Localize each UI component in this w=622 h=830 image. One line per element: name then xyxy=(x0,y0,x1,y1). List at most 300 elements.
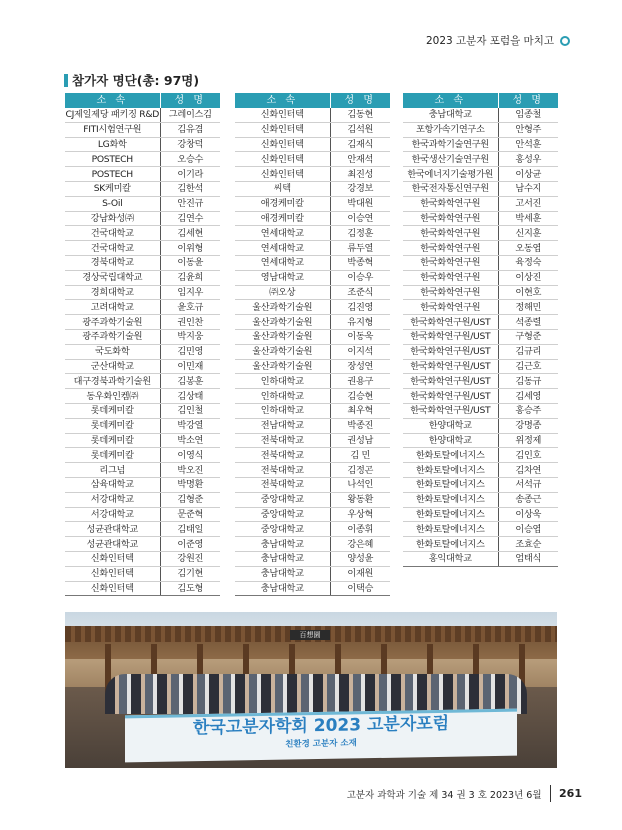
participant-name: 석종렬 xyxy=(498,315,558,330)
table-row xyxy=(235,374,390,389)
participant-name: 조효순 xyxy=(498,537,558,552)
participant-affiliation: 포항가속기연구소 xyxy=(403,122,498,137)
participant-name: 구형준 xyxy=(498,329,558,344)
participant-name: 김한석 xyxy=(160,181,220,196)
participant-affiliation: 신화인터텍 xyxy=(235,152,330,167)
table-row xyxy=(403,152,558,167)
participant-affiliation: 중앙대학교 xyxy=(235,522,330,537)
table-row xyxy=(235,108,390,122)
participant-name: 신지훈 xyxy=(498,226,558,241)
participant-name: 이기라 xyxy=(160,167,220,182)
table-row xyxy=(65,181,220,196)
participant-name: 양성윤 xyxy=(330,551,390,566)
participant-affiliation: FITI시험연구원 xyxy=(65,122,160,137)
table-row xyxy=(65,167,220,182)
participant-affiliation: 경북대학교 xyxy=(65,255,160,270)
table-row xyxy=(235,537,390,552)
table-row xyxy=(235,270,390,285)
participant-affiliation: ㈜오상 xyxy=(235,285,330,300)
participant-affiliation: 서강대학교 xyxy=(65,492,160,507)
participant-affiliation: 경상국립대학교 xyxy=(65,270,160,285)
participant-name: 강원진 xyxy=(160,551,220,566)
participant-name: 유지형 xyxy=(330,315,390,330)
table-row xyxy=(403,181,558,196)
participant-name: 이위형 xyxy=(160,241,220,256)
table-row xyxy=(235,551,390,566)
circle-bullet-icon xyxy=(560,36,570,46)
table-row xyxy=(65,122,220,137)
participant-affiliation: S-Oil xyxy=(65,196,160,211)
table-row xyxy=(235,403,390,418)
participant-name: 박지웅 xyxy=(160,329,220,344)
participant-name: 김태일 xyxy=(160,522,220,537)
participant-name: 이상진 xyxy=(498,270,558,285)
participant-affiliation: 전북대학교 xyxy=(235,463,330,478)
participant-name: 서석규 xyxy=(498,477,558,492)
participant-affiliation: 신화인터텍 xyxy=(65,566,160,581)
participant-name: 김동현 xyxy=(330,108,390,122)
table-row xyxy=(235,152,390,167)
table-row xyxy=(235,300,390,315)
participant-affiliation: 울산과학기술원 xyxy=(235,359,330,374)
participant-affiliation: 중앙대학교 xyxy=(235,507,330,522)
table-row xyxy=(403,537,558,552)
header-name: 성 명 xyxy=(330,93,390,108)
table-row xyxy=(235,566,390,581)
participant-name: 강창덕 xyxy=(160,137,220,152)
table-row xyxy=(235,359,390,374)
table-row xyxy=(65,300,220,315)
participant-name: 김규리 xyxy=(498,344,558,359)
participant-affiliation: 성균관대학교 xyxy=(65,537,160,552)
participant-name: 강명종 xyxy=(498,418,558,433)
participant-affiliation: 성균관대학교 xyxy=(65,522,160,537)
table-row xyxy=(403,270,558,285)
participant-name: 이종휘 xyxy=(330,522,390,537)
table-row xyxy=(403,329,558,344)
table-row xyxy=(235,433,390,448)
table-row xyxy=(65,492,220,507)
participant-affiliation: 강남화성㈜ xyxy=(65,211,160,226)
participant-affiliation: SK케미칼 xyxy=(65,181,160,196)
participant-affiliation: 한국화학연구원 xyxy=(403,285,498,300)
participant-affiliation: 롯데케미칼 xyxy=(65,448,160,463)
table-row xyxy=(65,477,220,492)
table-row xyxy=(403,196,558,211)
participant-affiliation: 한국에너지기술평가원 xyxy=(403,167,498,182)
participant-affiliation: 영남대학교 xyxy=(235,270,330,285)
participant-affiliation: POSTECH xyxy=(65,152,160,167)
participant-name: 김차연 xyxy=(498,463,558,478)
participant-name: 박오진 xyxy=(160,463,220,478)
participant-name: 윤호규 xyxy=(160,300,220,315)
participant-name: 김동규 xyxy=(498,374,558,389)
participant-name: 김형준 xyxy=(160,492,220,507)
participant-affiliation: 전북대학교 xyxy=(235,448,330,463)
table-row xyxy=(235,448,390,463)
table-row xyxy=(403,374,558,389)
table-row xyxy=(235,329,390,344)
participant-affiliation: 전남대학교 xyxy=(235,418,330,433)
participant-affiliation: 한화토탈에너지스 xyxy=(403,463,498,478)
participant-name: 홍성우 xyxy=(498,152,558,167)
participant-name: 박소연 xyxy=(160,433,220,448)
section-title xyxy=(64,71,199,89)
header-affiliation: 소 속 xyxy=(235,93,330,108)
participant-name: 이영식 xyxy=(160,448,220,463)
participant-name: 권인찬 xyxy=(160,315,220,330)
participant-affiliation: 한국화학연구원 xyxy=(403,255,498,270)
participant-name: 김도형 xyxy=(160,581,220,596)
participant-affiliation: 대구경북과학기술원 xyxy=(65,374,160,389)
photo-people xyxy=(105,674,527,714)
table-row xyxy=(65,211,220,226)
table-row xyxy=(235,196,390,211)
table-row xyxy=(235,211,390,226)
participant-name: 김 민 xyxy=(330,448,390,463)
participant-affiliation: 울산과학기술원 xyxy=(235,329,330,344)
table-row xyxy=(235,167,390,182)
table-row xyxy=(65,507,220,522)
table-row xyxy=(65,152,220,167)
participant-name: 나석인 xyxy=(330,477,390,492)
participant-affiliation: 국도화학 xyxy=(65,344,160,359)
participant-name: 왕동환 xyxy=(330,492,390,507)
participant-name: 이택승 xyxy=(330,581,390,596)
table-row xyxy=(65,196,220,211)
table-row xyxy=(235,463,390,478)
table-row xyxy=(65,418,220,433)
participant-name: 이승연 xyxy=(330,211,390,226)
participant-name: 박세훈 xyxy=(498,211,558,226)
participant-affiliation: 충남대학교 xyxy=(235,581,330,596)
participant-name: 박종혁 xyxy=(330,255,390,270)
table-row xyxy=(235,492,390,507)
participant-name: 이재원 xyxy=(330,566,390,581)
participant-affiliation: 충남대학교 xyxy=(235,537,330,552)
participant-affiliation: 중앙대학교 xyxy=(235,492,330,507)
participant-affiliation: 한화토탈에너지스 xyxy=(403,507,498,522)
journal-info: 고분자 과학과 기술 제 34 권 3 호 2023년 6월 xyxy=(346,789,542,801)
participant-affiliation: 충남대학교 xyxy=(403,108,498,122)
participant-affiliation: 울산과학기술원 xyxy=(235,315,330,330)
participant-name: 김인철 xyxy=(160,403,220,418)
participant-affiliation: 전북대학교 xyxy=(235,433,330,448)
footer-divider xyxy=(550,785,552,802)
participant-affiliation: 한국화학연구원 xyxy=(403,211,498,226)
participant-affiliation: 롯데케미칼 xyxy=(65,403,160,418)
participant-affiliation: 삼육대학교 xyxy=(65,477,160,492)
participant-affiliation: 울산과학기술원 xyxy=(235,344,330,359)
participant-name: 안형주 xyxy=(498,122,558,137)
participant-affiliation: 신화인터텍 xyxy=(65,551,160,566)
table-row xyxy=(65,137,220,152)
table-row xyxy=(65,374,220,389)
participant-name: 남수지 xyxy=(498,181,558,196)
participant-affiliation: 한국화학연구원 xyxy=(403,270,498,285)
participant-name: 오승수 xyxy=(160,152,220,167)
participant-name: 박명환 xyxy=(160,477,220,492)
participant-name: 김석원 xyxy=(330,122,390,137)
participant-table-2 xyxy=(235,93,390,596)
participant-name: 우상혁 xyxy=(330,507,390,522)
table-row xyxy=(403,359,558,374)
participant-affiliation: 한국화학연구원/UST xyxy=(403,359,498,374)
page-number: 261 xyxy=(559,787,582,800)
table-row xyxy=(403,418,558,433)
participant-name: 류두열 xyxy=(330,241,390,256)
participant-name: 고서진 xyxy=(498,196,558,211)
participant-affiliation: 한국화학연구원 xyxy=(403,196,498,211)
participant-name: 이승우 xyxy=(330,270,390,285)
participant-name: 이동욱 xyxy=(330,329,390,344)
participant-name: 안진규 xyxy=(160,196,220,211)
participant-name: 이승엽 xyxy=(498,522,558,537)
forum-banner xyxy=(125,709,517,763)
header-affiliation: 소 속 xyxy=(65,93,160,108)
table-row xyxy=(235,255,390,270)
participant-affiliation: 광주과학기술원 xyxy=(65,329,160,344)
participant-name: 이상욱 xyxy=(498,507,558,522)
table-row xyxy=(403,463,558,478)
table-row xyxy=(235,418,390,433)
participant-affiliation: 한국화학연구원/UST xyxy=(403,329,498,344)
table-row xyxy=(65,329,220,344)
participant-name: 김윤희 xyxy=(160,270,220,285)
table-row xyxy=(65,344,220,359)
table-row xyxy=(403,315,558,330)
participant-name: 김민영 xyxy=(160,344,220,359)
participant-affiliation: CJ제일제당 패키징 R&D xyxy=(65,109,159,121)
participant-name: 이현호 xyxy=(498,285,558,300)
table-row xyxy=(403,226,558,241)
participant-affiliation: 한국화학연구원 xyxy=(403,226,498,241)
participant-name: 김정곤 xyxy=(330,463,390,478)
participant-name: 임종철 xyxy=(498,108,558,122)
participant-affiliation: 한양대학교 xyxy=(403,418,498,433)
header-name: 성 명 xyxy=(160,93,220,108)
participant-name: 이동윤 xyxy=(160,255,220,270)
participant-name: 이준영 xyxy=(160,537,220,552)
table-row xyxy=(65,226,220,241)
table-row xyxy=(235,226,390,241)
table-row xyxy=(403,433,558,448)
table-row xyxy=(65,581,220,596)
participant-affiliation: 연세대학교 xyxy=(235,255,330,270)
participant-name: 그레이스김 xyxy=(160,108,220,122)
participant-affiliation: 신화인터텍 xyxy=(235,122,330,137)
participant-affiliation: 신화인터텍 xyxy=(235,137,330,152)
participant-affiliation: LG화학 xyxy=(65,137,160,152)
participant-name: 김세현 xyxy=(160,226,220,241)
participant-affiliation: 한국화학연구원/UST xyxy=(403,374,498,389)
table-row xyxy=(403,211,558,226)
table-row xyxy=(403,389,558,404)
participant-affiliation: 한화토탈에너지스 xyxy=(403,448,498,463)
participant-name: 김기현 xyxy=(160,566,220,581)
participant-name: 김승현 xyxy=(330,389,390,404)
participant-name: 조준식 xyxy=(330,285,390,300)
participant-name: 김세영 xyxy=(498,389,558,404)
participant-affiliation: 롯데케미칼 xyxy=(65,418,160,433)
participant-table-1 xyxy=(65,93,220,596)
table-row xyxy=(235,137,390,152)
participant-affiliation: 신화인터텍 xyxy=(235,108,330,122)
table-row xyxy=(235,477,390,492)
participant-name: 정해민 xyxy=(498,300,558,315)
participant-name: 오동엽 xyxy=(498,241,558,256)
table-row xyxy=(403,522,558,537)
participant-affiliation: 한국화학연구원/UST xyxy=(403,403,498,418)
participant-name: 김진영 xyxy=(330,300,390,315)
participant-name: 육정숙 xyxy=(498,255,558,270)
table-row xyxy=(65,537,220,552)
participant-affiliation: 울산과학기술원 xyxy=(235,300,330,315)
table-row xyxy=(403,137,558,152)
section-title-text: 참가자 명단(총: 97명) xyxy=(72,73,200,88)
participant-affiliation: 홍익대학교 xyxy=(403,551,498,566)
participant-affiliation: 건국대학교 xyxy=(65,241,160,256)
table-row xyxy=(65,403,220,418)
table-row xyxy=(235,522,390,537)
participant-name: 김유겸 xyxy=(160,122,220,137)
table-row xyxy=(403,403,558,418)
participant-affiliation: 한화토탈에너지스 xyxy=(403,492,498,507)
participant-name: 안석훈 xyxy=(498,137,558,152)
participant-affiliation: 신화인터텍 xyxy=(235,167,330,182)
participant-name: 김연수 xyxy=(160,211,220,226)
participant-name: 박종진 xyxy=(330,418,390,433)
participant-affiliation: 광주과학기술원 xyxy=(65,315,160,330)
table-row xyxy=(65,255,220,270)
table-row xyxy=(403,122,558,137)
participant-affiliation: 한국화학연구원 xyxy=(403,300,498,315)
participant-name: 김인호 xyxy=(498,448,558,463)
participant-affiliation: 전북대학교 xyxy=(235,477,330,492)
running-head xyxy=(426,33,570,48)
participant-affiliation: 애경케미칼 xyxy=(235,196,330,211)
table-row xyxy=(65,551,220,566)
table-row xyxy=(235,581,390,596)
table-row xyxy=(235,507,390,522)
participant-affiliation: 한국전자통신연구원 xyxy=(403,181,498,196)
group-photo xyxy=(65,612,557,768)
header-name: 성 명 xyxy=(498,93,558,108)
participant-table-3 xyxy=(403,93,558,567)
participant-name: 이민재 xyxy=(160,359,220,374)
participant-name: 강은혜 xyxy=(330,537,390,552)
table-row xyxy=(403,492,558,507)
participant-name: 안재석 xyxy=(330,152,390,167)
participant-name: 엄태식 xyxy=(498,551,558,566)
table-row xyxy=(403,300,558,315)
table-row xyxy=(403,167,558,182)
participant-name: 김상태 xyxy=(160,389,220,404)
table-row xyxy=(235,315,390,330)
table-row xyxy=(235,241,390,256)
table-row xyxy=(403,285,558,300)
participant-affiliation: 건국대학교 xyxy=(65,226,160,241)
table-row xyxy=(235,389,390,404)
participant-affiliation: 인하대학교 xyxy=(235,374,330,389)
participant-affiliation: 한국과학기술연구원 xyxy=(403,137,498,152)
participant-affiliation: 한국화학연구원/UST xyxy=(403,344,498,359)
participant-affiliation: 롯데케미칼 xyxy=(65,433,160,448)
running-head-text: 2023 고분자 포럼을 마치고 xyxy=(425,35,554,47)
participant-name: 권성남 xyxy=(330,433,390,448)
participant-name: 박대원 xyxy=(330,196,390,211)
participant-name: 김정훈 xyxy=(330,226,390,241)
participant-name: 김근호 xyxy=(498,359,558,374)
participant-name: 이지석 xyxy=(330,344,390,359)
table-row xyxy=(65,566,220,581)
table-row xyxy=(65,285,220,300)
table-row xyxy=(235,344,390,359)
table-row xyxy=(65,359,220,374)
participant-affiliation: POSTECH xyxy=(65,167,160,182)
table-row xyxy=(235,122,390,137)
table-row xyxy=(235,285,390,300)
table-row xyxy=(235,181,390,196)
table-row xyxy=(65,241,220,256)
participant-name: 임지우 xyxy=(160,285,220,300)
participant-affiliation: 경희대학교 xyxy=(65,285,160,300)
table-row xyxy=(65,270,220,285)
participant-affiliation: 리그넘 xyxy=(65,463,160,478)
participant-name: 이상균 xyxy=(498,167,558,182)
participant-name: 홍승주 xyxy=(498,403,558,418)
participant-affiliation: 충남대학교 xyxy=(235,566,330,581)
participant-name: 강경보 xyxy=(330,181,390,196)
table-row xyxy=(403,255,558,270)
participant-affiliation: 한화토탈에너지스 xyxy=(403,537,498,552)
participant-name: 장성연 xyxy=(330,359,390,374)
participant-affiliation: 인하대학교 xyxy=(235,403,330,418)
table-row xyxy=(65,108,220,122)
participant-affiliation: 군산대학교 xyxy=(65,359,160,374)
page-footer xyxy=(347,785,582,802)
table-row xyxy=(65,448,220,463)
participant-affiliation: 애경케미칼 xyxy=(235,211,330,226)
participant-affiliation: 한국화학연구원/UST xyxy=(403,315,498,330)
participant-name: 위정제 xyxy=(498,433,558,448)
participant-affiliation: 고려대학교 xyxy=(65,300,160,315)
participant-affiliation: 인하대학교 xyxy=(235,389,330,404)
participant-name: 박강열 xyxy=(160,418,220,433)
table-row xyxy=(403,448,558,463)
participant-name: 권용구 xyxy=(330,374,390,389)
table-row xyxy=(403,477,558,492)
table-row xyxy=(403,551,558,566)
participant-name: 최우혁 xyxy=(330,403,390,418)
participant-name: 김재식 xyxy=(330,137,390,152)
banner-title: 한국고분자학회 2023 고분자포럼 xyxy=(192,713,450,739)
participant-affiliation: 연세대학교 xyxy=(235,241,330,256)
table-row xyxy=(65,315,220,330)
table-row xyxy=(65,433,220,448)
table-row xyxy=(65,389,220,404)
table-row xyxy=(65,522,220,537)
participant-affiliation: 한국화학연구원 xyxy=(403,241,498,256)
participant-name: 송종근 xyxy=(498,492,558,507)
participant-affiliation: 한화토탈에너지스 xyxy=(403,477,498,492)
participant-name: 문준혁 xyxy=(160,507,220,522)
participant-affiliation: 연세대학교 xyxy=(235,226,330,241)
participant-affiliation: 동우화인켐㈜ xyxy=(65,389,160,404)
participant-affiliation: 충남대학교 xyxy=(235,551,330,566)
participant-affiliation: 한국화학연구원/UST xyxy=(403,389,498,404)
table-row xyxy=(403,507,558,522)
